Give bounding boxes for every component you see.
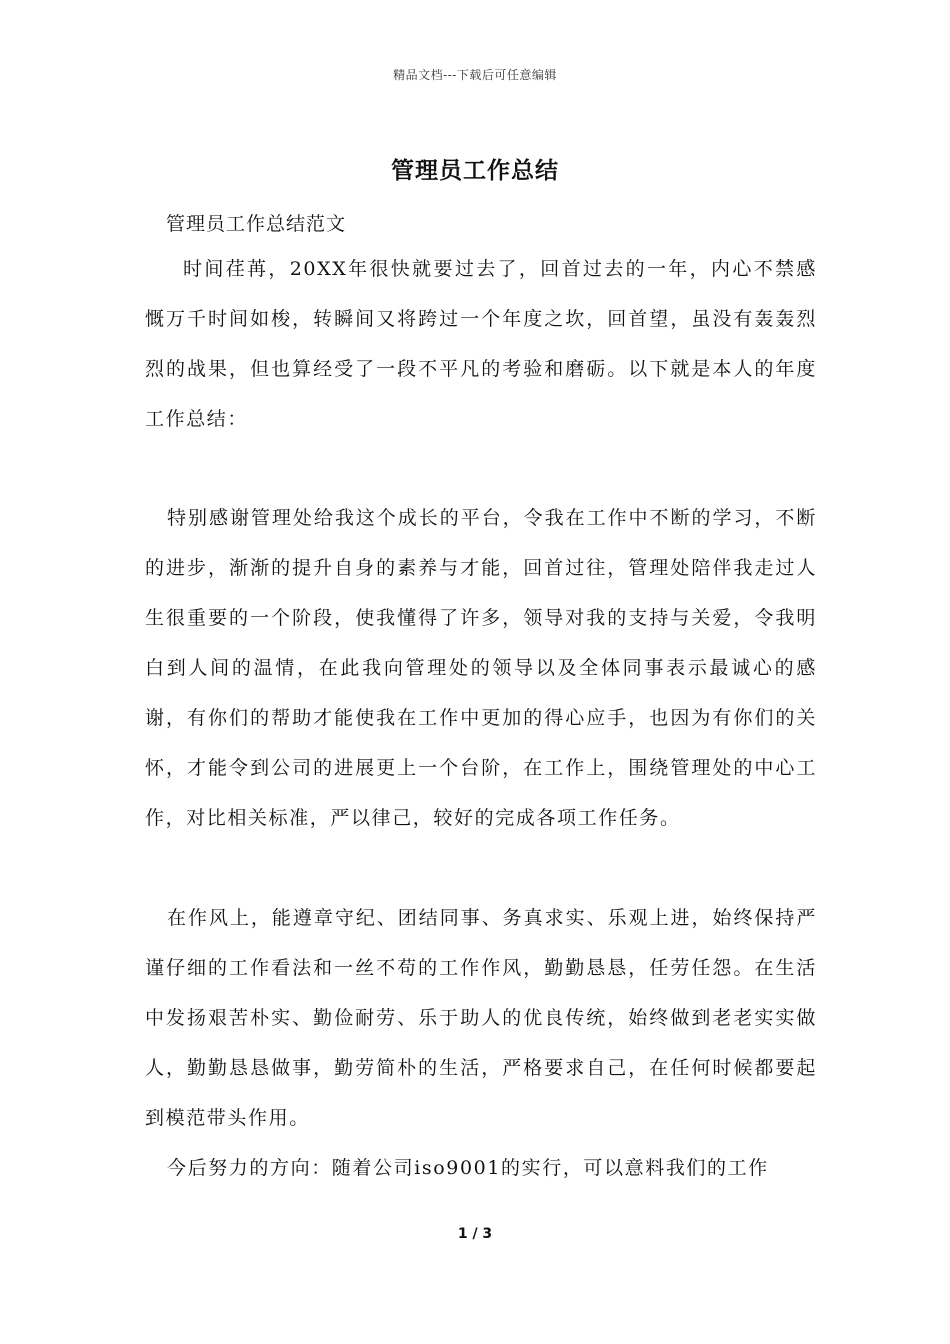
- paragraph-thanks: 特别感谢管理处给我这个成长的平台，令我在工作中不断的学习，不断的进步，渐渐的提升自身的素养与才能，回首过往，管理处陪伴我走过人生很重要的一个阶段，使我懂得了许多，领导对我的支持与关爱，令我明白到人间的温情，在此我向管理处的领导以及全体同事表示最诚心的感谢，有你们的帮助才能使我在工作中更加的得心应手，也因为有你们的关怀，才能令到公司的进展更上一个台阶，在工作上，围绕管理处的中心工作，对比相关标准，严以律己，较好的完成各项工作任务。: [145, 507, 817, 829]
- paragraph-future-direction: 今后努力的方向：随着公司iso9001的实行，可以意料我们的工作: [167, 1157, 769, 1179]
- document-title: 管理员工作总结: [391, 157, 559, 184]
- page-header: 精品文档---下载后可任意编辑: [393, 68, 557, 82]
- page-number: 1 / 3: [457, 1226, 493, 1242]
- document-subtitle: 管理员工作总结范文: [166, 213, 347, 235]
- paragraph-intro: 时间荏苒，20XX年很快就要过去了，回首过去的一年，内心不禁感慨万千时间如梭，转瞬间又将跨过一个年度之坎，回首望，虽没有轰轰烈烈的战果，但也算经受了一段不平凡的考验和磨砺。以下就是本人的年度工作总结：: [145, 258, 817, 430]
- paragraph-work-style: 在作风上，能遵章守纪、团结同事、务真求实、乐观上进，始终保持严谨仔细的工作看法和一丝不苟的工作作风，勤勤恳恳，任劳任怨。在生活中发扬艰苦朴实、勤俭耐劳、乐于助人的优良传统，始终做到老老实实做人，勤勤恳恳做事，勤劳简朴的生活，严格要求自己，在任何时候都要起到模范带头作用。: [145, 907, 817, 1129]
